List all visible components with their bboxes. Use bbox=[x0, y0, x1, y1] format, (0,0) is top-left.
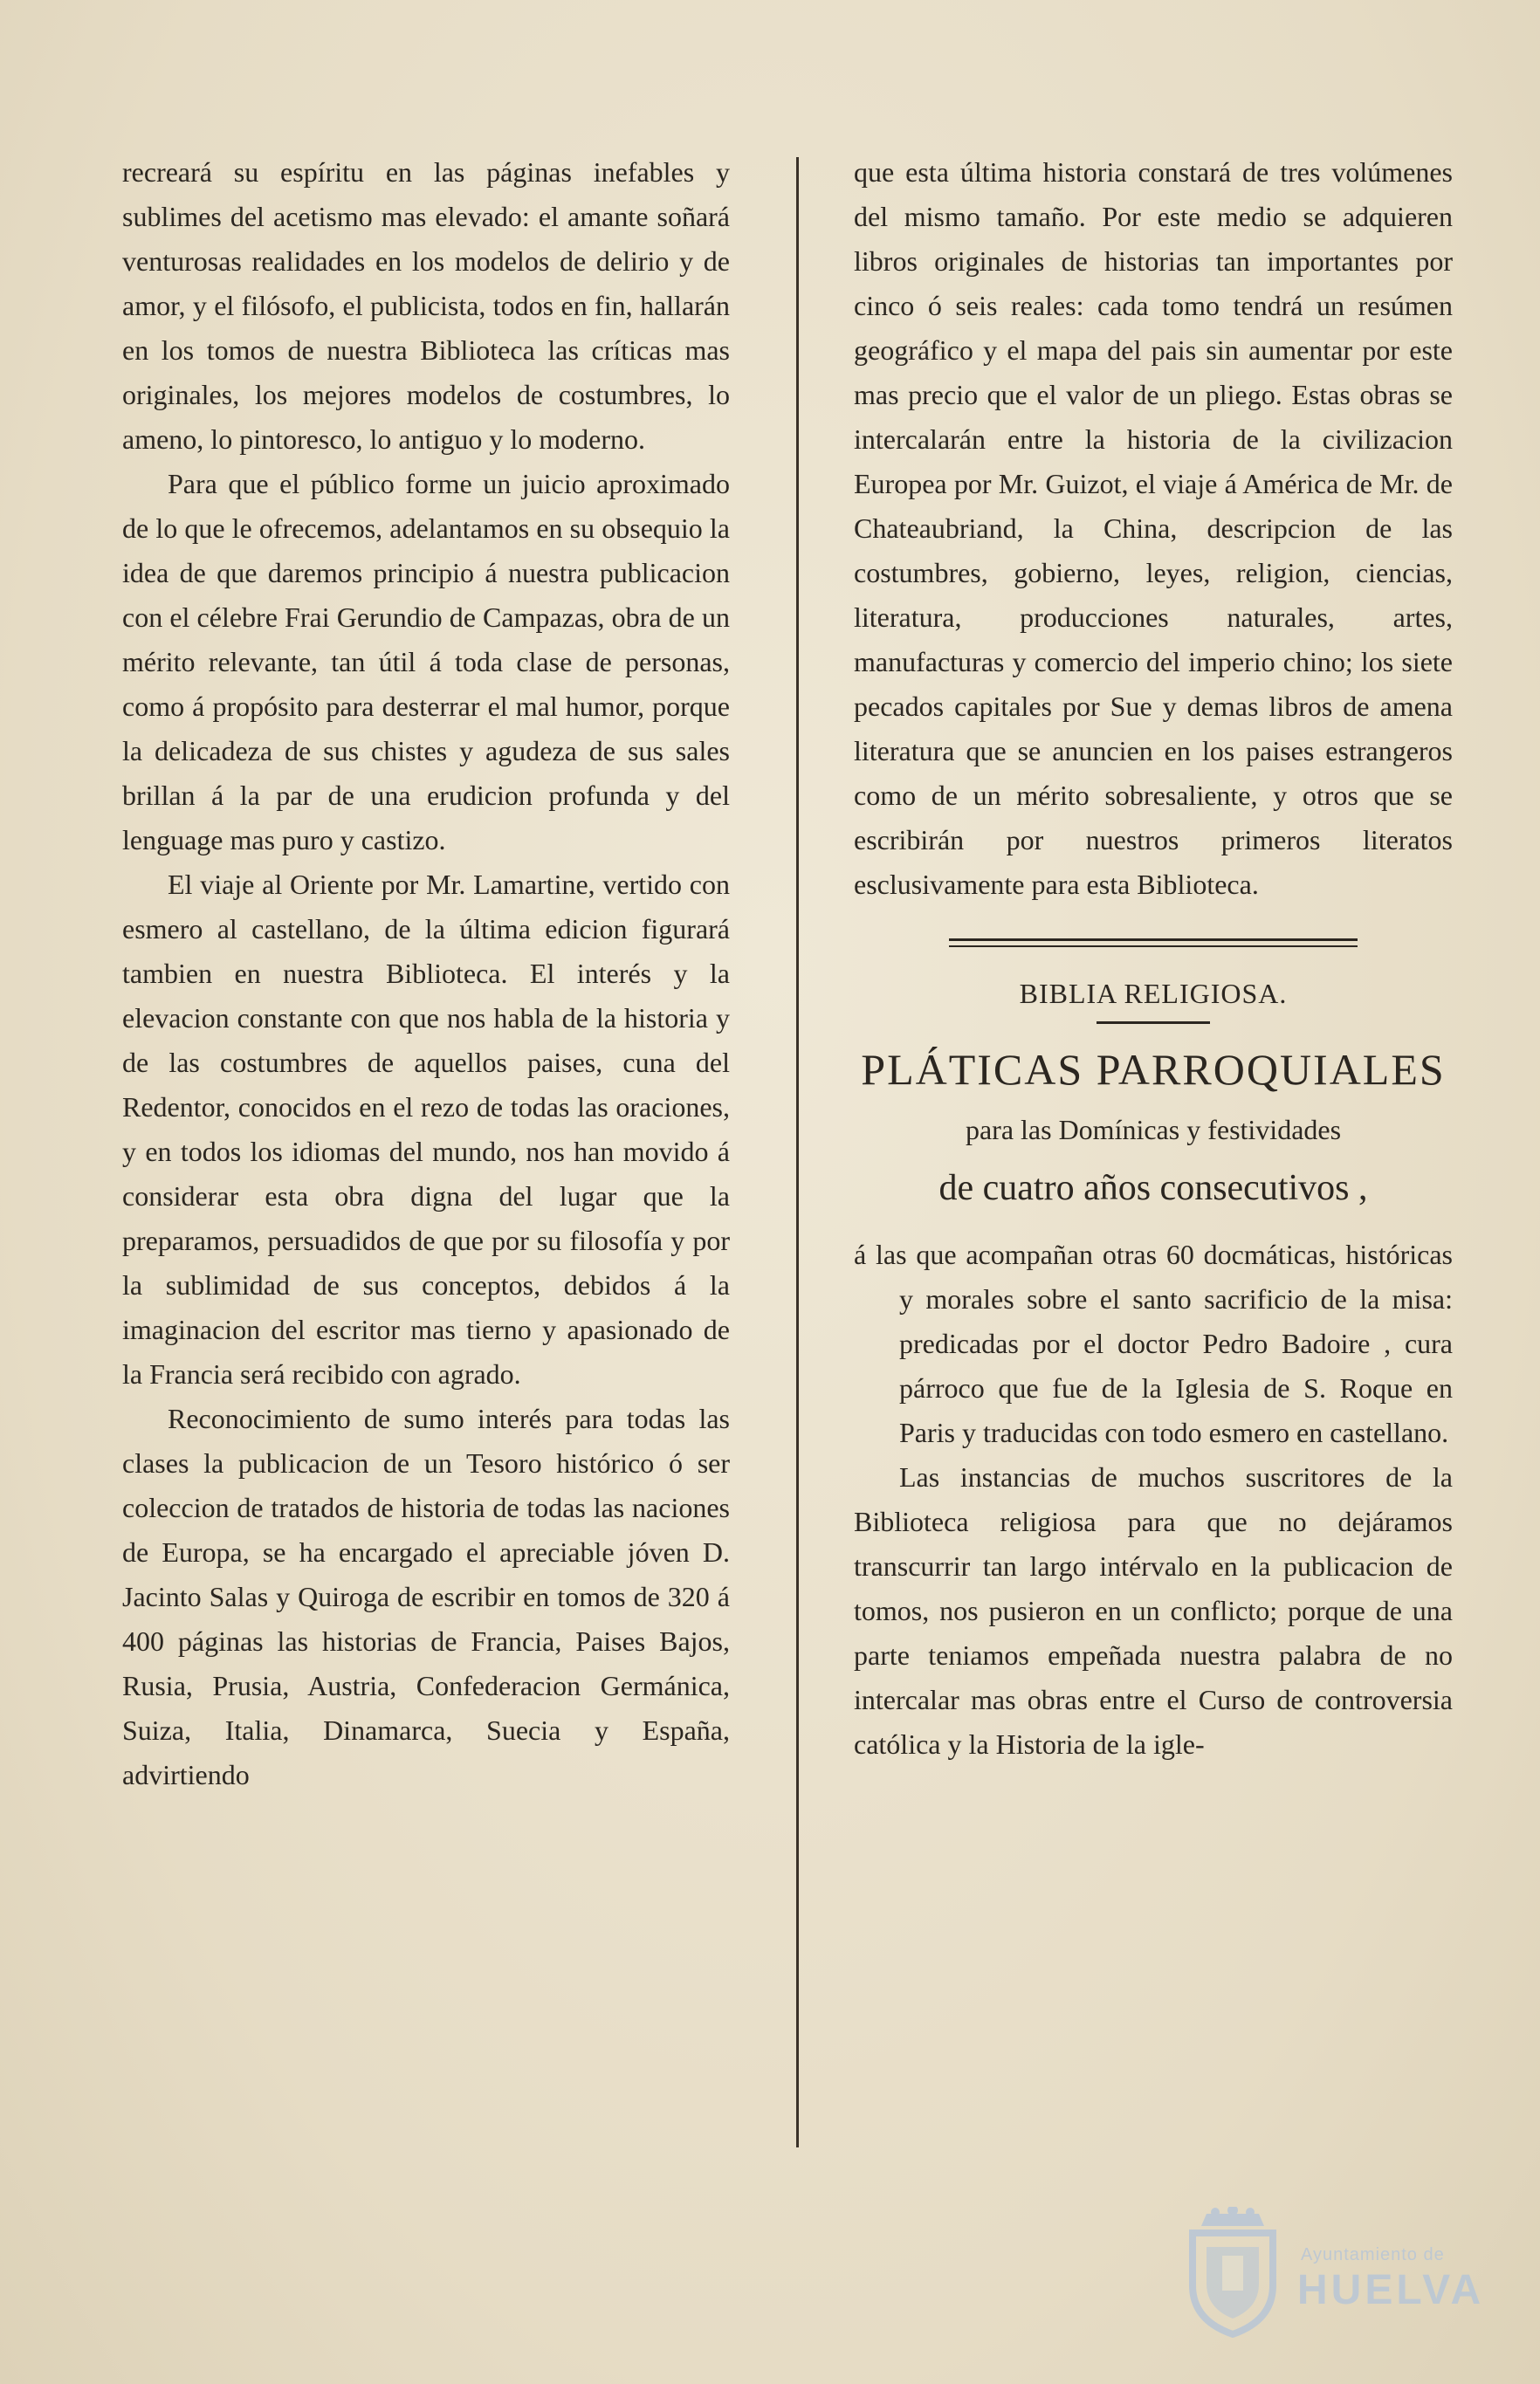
right-continuation-paragraph: que esta última historia constará de tres volúmenes del mismo tamaño. Por este medio se adquieren libros originales de historias tan importantes por cinco ó seis reales: cada tomo tendrá un resúmen geográfico y el mapa del pais sin aumentar por este mas precio que el valor de un pliego. Estas obras se intercalarán entre la historia de la civilizacion Europea por Mr. Guizot, el viaje á América de Mr. de Chateaubriand, la China, descripcion de las costumbres, gobierno, leyes, religion, ciencias, literatura, producciones naturales, artes, manufacturas y comercio del imperio chino; los siete pecados capitales por Sue y demas libros de amena literatura que se anuncien en los paises estrangeros como de un mérito sobresaliente, y otros que se escribirán por nuestros primeros literatos esclusivamente para esta Biblioteca. bbox=[854, 156, 1453, 900]
section-subtitle-2: de cuatro años consecutivos , bbox=[938, 1168, 1368, 1208]
short-rule-divider bbox=[1097, 1021, 1210, 1024]
section-label: BIBLIA RELIGIOSA. bbox=[1019, 978, 1288, 1009]
watermark-line-2: HUELVA bbox=[1297, 2267, 1485, 2313]
description-paragraph: á las que acompañan otras 60 docmáticas, históricas y morales sobre el santo sacrificio de la misa: predicadas por el doctor Pedro Badoire , cura párroco que fue de la Iglesia de S. Roque en Paris y traducidas con todo esmero en castellano. bbox=[854, 1239, 1453, 1448]
huelva-watermark-logo bbox=[1180, 2207, 1485, 2338]
final-paragraph: Las instancias de muchos suscritores de la Biblioteca religiosa para que no dejáramos transcurrir tan largo intérvalo en la publicacion de tomos, nos pusieron en un conflicto; porque de una parte teniamos empeñada nuestra palabra de no intercalar mas obras entre el Curso de controversia católica y la Historia de la igle- bbox=[854, 1461, 1453, 1760]
left-paragraph-1: recreará su espíritu en las páginas inefables y sublimes del acetismo mas elevado: el amante soñará venturosas realidades en los modelos de delirio y de amor, y el filósofo, el publicista, todos en fin, hallarán en los tomos de nuestra Biblioteca las críticas mas originales, los mejores modelos de costumbres, lo ameno, lo pintoresco, lo antiguo y lo moderno. bbox=[122, 156, 730, 455]
left-paragraph-4: Reconocimiento de sumo interés para todas las clases la publicacion de un Tesoro histórico ó ser coleccion de tratados de historia de todas las naciones de Europa, se ha encargado el apreciable jóven D. Jacinto Salas y Quiroga de escribir en tomos de 320 á 400 páginas las historias de Francia, Paises Bajos, Rusia, Prusia, Austria, Confederacion Germánica, Suiza, Italia, Dinamarca, Suecia y España, advirtiendo bbox=[122, 1403, 730, 1790]
coat-of-arms-icon bbox=[1180, 2207, 1285, 2338]
double-rule-divider bbox=[949, 938, 1358, 947]
left-paragraph-2: Para que el público forme un juicio aproximado de lo que le ofrecemos, adelantamos en su obsequio la idea de que daremos principio á nuestra publicacion con el célebre Frai Gerundio de Campazas, obra de un mérito relevante, tan útil á toda clase de personas, como á propósito para desterrar el mal humor, porque la delicadeza de sus chistes y agudeza de sus sales brillan á la par de una erudicion profunda y del lenguage mas puro y castizo. bbox=[122, 468, 730, 855]
right-column bbox=[854, 150, 1453, 1767]
column-divider bbox=[796, 157, 799, 2147]
left-column bbox=[122, 150, 730, 1797]
left-paragraph-3: El viaje al Oriente por Mr. Lamartine, vertido con esmero al castellano, de la última edicion figurará tambien en nuestra Biblioteca. El interés y la elevacion constante con que nos habla de la historia y de las costumbres de aquellos paises, cuna del Redentor, conocidos en el rezo de todas las oraciones, y en todos los idiomas del mundo, nos han movido á considerar esta obra digna del lugar que la preparamos, persuadidos de que por su filosofía y por la sublimidad de sus conceptos, debidos á la imaginacion del escritor mas tierno y apasionado de la Francia será recibido con agrado. bbox=[122, 869, 730, 1390]
watermark-line-1: Ayuntamiento de bbox=[1301, 2245, 1445, 2264]
section-subtitle-1: para las Domínicas y festividades bbox=[965, 1114, 1342, 1145]
section-title: PLÁTICAS PARROQUIALES bbox=[861, 1045, 1446, 1094]
